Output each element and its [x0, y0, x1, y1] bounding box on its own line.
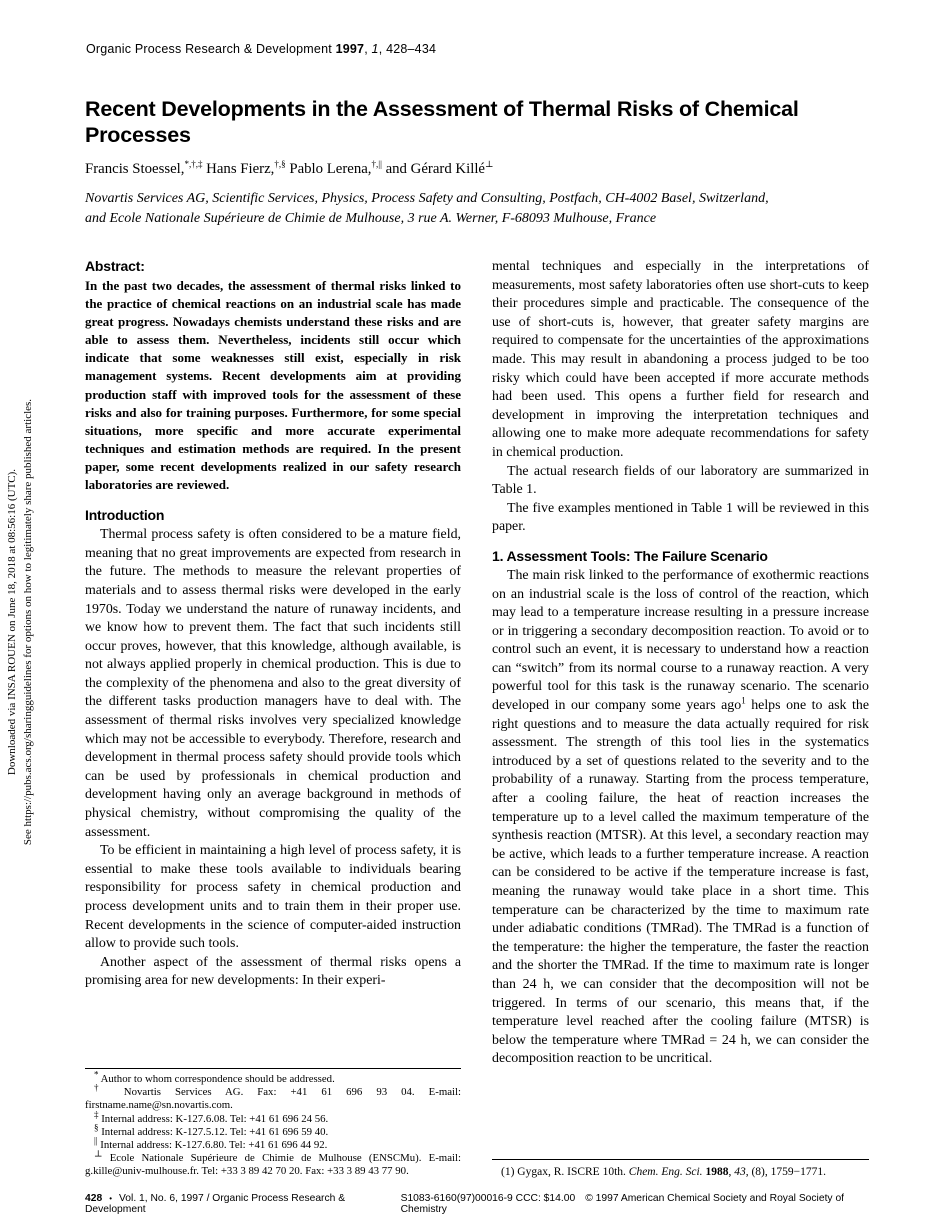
footnote-mark-section: §	[94, 1122, 99, 1133]
introduction-heading: Introduction	[85, 507, 165, 524]
citation-sep2: ,	[378, 42, 387, 56]
section1-paragraph	[492, 567, 869, 1069]
right-column	[492, 258, 869, 1069]
article-title-line1: Recent Developments in the Assessment of Thermal Risks of Chemical	[85, 97, 799, 121]
affiliation	[85, 189, 769, 228]
download-stamp-line2: See https://pubs.acs.org/sharingguidelines for options on how to legitimately share published articles.	[22, 398, 34, 846]
footer-bullet: •	[109, 1194, 112, 1203]
author-name-4: and Gérard Killé	[381, 161, 485, 177]
footer-right	[401, 1193, 881, 1215]
footnote-mark-asterisk: *	[94, 1069, 99, 1080]
reference-1	[492, 1166, 869, 1178]
footer-left	[85, 1193, 401, 1215]
section1-heading: 1. Assessment Tools: The Failure Scenario	[492, 547, 768, 564]
footnote-mark-perp: ⊥	[94, 1148, 103, 1159]
abstract-text: In the past two decades, the assessment of thermal risks linked to the practice of chemical reactions on an industrial scale has made great progress. Nowadays chemists understand these risks and are able to assess them. Nevertheless, incidents still occur which indicate that some weaknesses still exist, especially in risk management systems. Recent developments aim at providing production staff with improved tools for the assessment of these risks and also for training purposes. Furthermore, for some special situations, more specific and more accurate experimental techniques and estimation methods are required. In the present paper, some recent developments realized in our safety research laboratories are reviewed.	[85, 278, 461, 493]
journal-citation	[86, 42, 436, 56]
page-footer	[85, 1193, 881, 1215]
introduction-paragraph-1: Thermal process safety is often considered to be a mature field, meaning that no great improvements are expected from research in the future. The methods to measure the relevant properties of materials and to assess thermal risks were developed in the early 1970s. Today we understand the nature of runaway incidents, and we know how to prevent them. The fact that such incidents still occur proves, however, that this knowledge, although available, is not always applied properly in chemical production. This is due to the complexity of the phenomena and also to the great diversity of the different tasks production managers have to deal with. The assessment of thermal risks involves very specialized knowledge which may not be accessible to everybody. Therefore, research and development in thermal process safety should provide tools which can be used by professionals in chemical production and development having only an average background in methods of physical chemistry, without compromising the quality of the assessment.	[85, 527, 461, 840]
introduction-paragraph-2: To be efficient in maintaining a high level of process safety, it is essential to make these tools available to individuals bearing responsibility for process safety in chemical production and process development units and to train them in their proper use. Recent developments in the science of computer-aided instruction allow to provide such tools.	[85, 843, 461, 952]
section1-text-pre: The main risk linked to the performance of exothermic reactions on an industrial scale is the loss of control of the reaction, which may lead to a temperature increase resulting in a pressure increase or in triggering a secondary decomposition reaction. To avoid or to control such an event, it is necessary to understand how a reaction can “switch” from its normal course to a runaway reaction. A very powerful tool for this task is the runaway scenario. The scenario developed in our company some years ago	[492, 567, 869, 714]
footnote-text-4: Internal address: K-127.5.12. Tel: +41 61 696 59 40.	[98, 1125, 329, 1138]
author-list	[85, 161, 493, 178]
footer-doc-code: S1083-6160(97)00016-9 CCC: $14.00	[400, 1193, 576, 1204]
author-name-1: Francis Stoessel,	[85, 161, 185, 177]
download-stamp-line1: Downloaded via INSA ROUEN on June 18, 2018 at 08:56:16 (UTC).	[6, 468, 18, 776]
references-block	[492, 1159, 869, 1178]
footnote-mark-parallel: ||	[94, 1135, 98, 1146]
right-column-paragraph-1: mental techniques and especially in the interpretations of measurements, most safety laboratories often use short-cuts to keep their procedures simple and practicable. The consequence of the use of short-cuts is, however, that greater safety margins are required to compensate for the uncertainties of the approximations made. This may result in abandoning a process judged to be too risky which could have been accepted if more accurate methods had been used. This opens a further field for research and development in improving the interpretation techniques and allowing one to make more adequate recommendations for safety in chemical production.	[492, 259, 869, 460]
footnote-text-2: Novartis Services AG. Fax: +41 61 696 93 04. E-mail: firstname.name@sn.novartis.com.	[85, 1086, 462, 1112]
section1-text-post: helps one to ask the right questions and to measure the data actually required for risk assessment. The strength of this tool lies in the systematics introduced by a set of questions related to the severity and to the probability of a runaway. Starting from the process temperature, after a cooling failure, the heat of reaction increases the temperature up to a level called the maximum temperature of the synthesis reaction (MTSR). At this level, a secondary reaction may be active, which leads to a further temperature increase. A reaction can be considered to be active if the temperature increase is fast, meaning the runaway would take place in a short time. This temperature can be characterized by the time to maximum rate under adiabatic conditions (TMRad). The TMRad is a function of the temperature: the higher the temperature, the faster the reaction and the shorter the TMRad. If the time to maximum rate is longer than 24 h, we can consider that the decomposition will not be triggered. In terms of our scenario, this means that, if the temperature level reached after the cooling failure (MTSR) is below the temperature where TMRad = 24 h, we can consider the decomposition reaction to be uncritical.	[492, 698, 870, 1067]
reference-pages: , (8), 1759−1771.	[745, 1166, 826, 1178]
author-name-2: Hans Fierz,	[202, 161, 275, 177]
footnote-text-5: Internal address: K-127.6.80. Tel: +41 61 696 44 92.	[97, 1139, 328, 1152]
author-affil-mark-2: †,§	[274, 159, 286, 170]
reference-year: 1988	[705, 1166, 729, 1178]
citation-sep1: ,	[364, 42, 372, 56]
citation-superscript-1: 1	[741, 695, 746, 706]
abstract-heading: Abstract:	[85, 258, 145, 274]
reference-volume: 43	[734, 1166, 746, 1178]
citation-pages: 428–434	[386, 42, 437, 56]
citation-year: 1997	[335, 42, 365, 56]
affiliation-line2: and Ecole Nationale Supérieure de Chimie de Mulhouse, 3 rue A. Werner, F-68093 Mulhouse, France	[85, 210, 657, 226]
article-title-line2: Processes	[85, 123, 191, 147]
footnote-internal-2	[85, 1122, 461, 1139]
page-number: 428	[85, 1193, 103, 1204]
author-name-3: Pablo Lerena,	[285, 161, 372, 177]
left-column	[85, 258, 461, 991]
author-footnotes	[85, 1068, 461, 1179]
author-affil-mark-4: ⊥	[485, 159, 494, 170]
article-title	[85, 96, 799, 148]
footer-copyright: © 1997 American Chemical Society and Royal Society of Chemistry	[400, 1193, 845, 1215]
right-column-paragraph-3: The five examples mentioned in Table 1 will be reviewed in this paper.	[492, 500, 869, 535]
footnote-mark-dagger: †	[94, 1082, 110, 1093]
footnote-novartis	[85, 1082, 462, 1112]
margin-download-stamp	[4, 338, 40, 906]
footnote-internal-1	[85, 1109, 461, 1126]
citation-volume: 1	[371, 42, 379, 56]
reference-sep: ,	[728, 1166, 735, 1178]
reference-pre: (1) Gygax, R. ISCRE 10th.	[501, 1166, 629, 1178]
reference-journal: Chem. Eng. Sci.	[628, 1166, 706, 1178]
footnote-internal-3	[85, 1135, 461, 1152]
affiliation-line1: Novartis Services AG, Scientific Services, Physics, Process Safety and Consulting, Postfach, CH-4002 Basel, Switzerland,	[85, 191, 769, 206]
footnote-enscmu	[85, 1148, 461, 1178]
journal-name: Organic Process Research & Development	[86, 42, 336, 56]
author-affil-mark-3: †,||	[371, 159, 382, 170]
author-affil-mark-1: *,†,‡	[184, 159, 203, 170]
footnote-text-1: Author to whom correspondence should be addressed.	[98, 1073, 335, 1085]
footnote-mark-double-dagger: ‡	[94, 1109, 99, 1120]
right-column-paragraph-2: The actual research fields of our laboratory are summarized in Table 1.	[492, 463, 869, 498]
introduction-paragraph-3: Another aspect of the assessment of thermal risks opens a promising area for new developments: In their experi-	[85, 954, 461, 989]
footnote-text-3: Internal address: K-127.6.08. Tel: +41 61 696 24 56.	[98, 1112, 329, 1125]
footer-issue-info: Vol. 1, No. 6, 1997 / Organic Process Research & Development	[85, 1193, 346, 1215]
footnote-corresponding-author	[85, 1069, 461, 1086]
footnote-text-6: Ecole Nationale Supérieure de Chimie de Mulhouse (ENSCMu). E-mail: g.kille@univ-mulhouse.fr. Tel: +33 3 89 42 70 20. Fax: +33 3 89 43 77 90.	[85, 1152, 461, 1178]
